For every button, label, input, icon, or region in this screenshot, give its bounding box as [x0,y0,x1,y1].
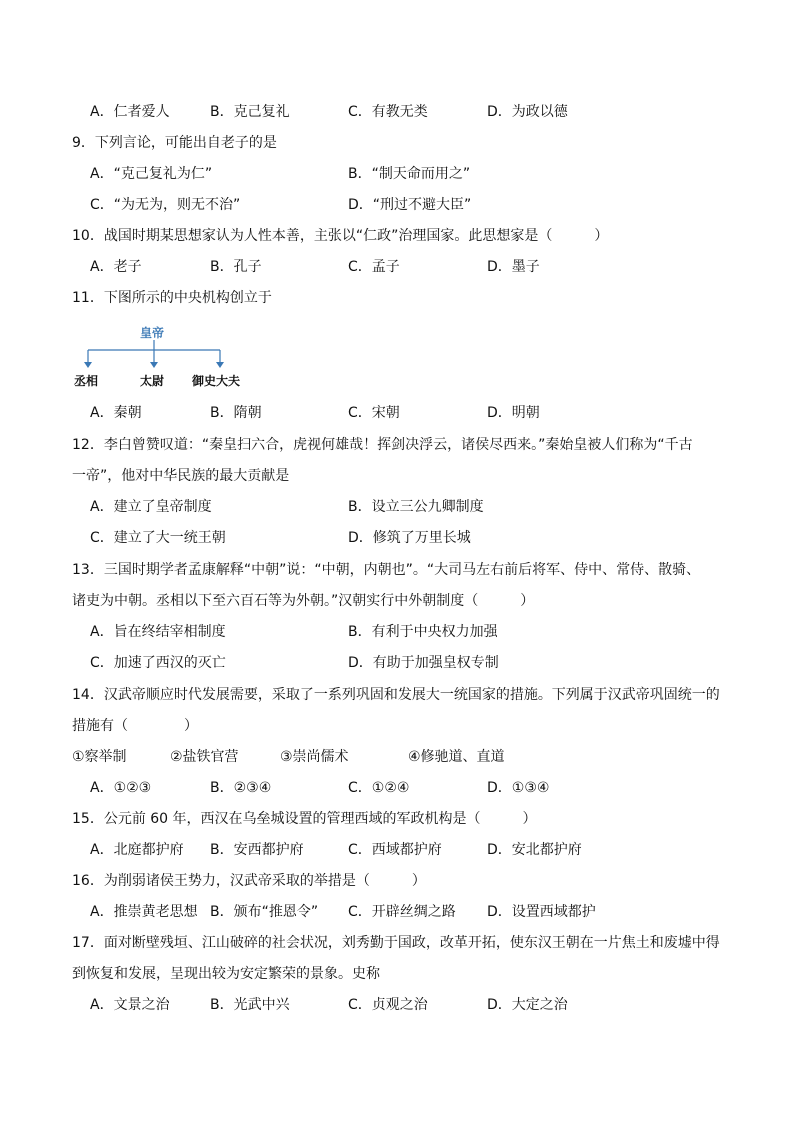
q14-option-a: A．①②③ [90,780,152,796]
q8-option-b: B．克己复礼 [210,104,290,120]
q8-option-d: D．为政以德 [487,104,568,120]
q13-option-d: D．有助于加强皇权专制 [348,655,499,671]
q15-option-b: B．安西都护府 [210,842,304,858]
q11-option-c: C．宋朝 [348,405,400,421]
diagram-emperor-label: 皇帝 [140,326,165,340]
q15-stem: 15．公元前 60 年，西汉在乌垒城设置的管理西域的军政机构是（ ） [72,811,537,827]
diagram-chancellor-label: 丞相 [74,374,99,388]
q15-option-c: C．西域都护府 [348,842,442,858]
q8-option-a: A．仁者爱人 [90,104,170,120]
q12-option-d: D．修筑了万里长城 [348,530,471,546]
q10-option-b: B．孔子 [210,259,262,275]
q14-option-d: D．①③④ [487,780,550,796]
q15-option-d: D．安北都护府 [487,842,582,858]
q14-stem-line2: 措施有（ ） [72,718,198,734]
q11-option-d: D．明朝 [487,405,540,421]
q12-option-a: A．建立了皇帝制度 [90,499,212,515]
q11-stem: 11．下图所示的中央机构创立于 [72,290,272,306]
q14-item-1: ①察举制 [72,749,127,765]
q13-option-c: C．加速了西汉的灭亡 [90,655,226,671]
diagram-taiwei-label: 太尉 [140,374,165,388]
q11-option-b: B．隋朝 [210,405,262,421]
q16-option-c: C．开辟丝绸之路 [348,904,456,920]
q9-option-d: D．“刑过不避大臣” [348,197,472,213]
q8-option-c: C．有教无类 [348,104,428,120]
q14-item-2: ②盐铁官营 [170,749,239,765]
q16-option-b: B．颁布“推恩令” [210,904,319,920]
q9-option-b: B．“制天命而用之” [348,166,471,182]
q13-option-a: A．旨在终结宰相制度 [90,624,226,640]
diagram-censor-label: 御史大夫 [192,374,241,388]
q12-option-b: B．设立三公九卿制度 [348,499,484,515]
q17-option-d: D．大定之治 [487,997,568,1013]
q10-stem: 10．战国时期某思想家认为人性本善，主张以“仁政”治理国家。此思想家是（ ） [72,228,609,244]
q14-item-3: ③崇尚儒术 [280,749,349,765]
q11-option-a: A．秦朝 [90,405,142,421]
q16-option-a: A．推崇黄老思想 [90,904,198,920]
q9-option-c: C．“为无为，则无不治” [90,197,241,213]
q9-option-a: A．“克己复礼为仁” [90,166,213,182]
q17-option-a: A．文景之治 [90,997,170,1013]
q10-option-c: C．孟子 [348,259,400,275]
q10-option-d: D．墨子 [487,259,540,275]
q17-stem-line2: 到恢复和发展，呈现出较为安定繁荣的景象。史称 [72,966,380,982]
q11-org-diagram [70,324,260,394]
q12-option-c: C．建立了大一统王朝 [90,530,226,546]
q15-option-a: A．北庭都护府 [90,842,184,858]
q13-stem-line2: 诸吏为中朝。丞相以下至六百石等为外朝。”汉朝实行中外朝制度（ ） [72,593,535,609]
q17-option-c: C．贞观之治 [348,997,428,1013]
q16-option-d: D．设置西域都护 [487,904,596,920]
q14-stem-line1: 14．汉武帝顺应时代发展需要，采取了一系列巩固和发展大一统国家的措施。下列属于汉武帝巩固统一的 [72,687,720,703]
q14-item-4: ④修驰道、直道 [408,749,505,765]
q16-stem: 16．为削弱诸侯王势力，汉武帝采取的举措是（ ） [72,873,426,889]
q12-stem-line1: 12．李白曾赞叹道：“秦皇扫六合，虎视何雄哉！挥剑决浮云，诸侯尽西来。”秦始皇被人们称为“千古 [72,437,693,453]
q14-option-b: B．②③④ [210,780,272,796]
q17-stem-line1: 17．面对断壁残垣、江山破碎的社会状况，刘秀勤于国政，改革开拓，使东汉王朝在一片焦土和废墟中得 [72,935,720,951]
q13-option-b: B．有利于中央权力加强 [348,624,498,640]
q12-stem-line2: 一帝”，他对中华民族的最大贡献是 [72,468,290,484]
q17-option-b: B．光武中兴 [210,997,290,1013]
q9-stem: 9．下列言论，可能出自老子的是 [72,135,277,151]
q10-option-a: A．老子 [90,259,142,275]
q14-option-c: C．①②④ [348,780,410,796]
q13-stem-line1: 13．三国时期学者孟康解释“中朝”说：“中朝，内朝也”。“大司马左右前后将军、侍中、常侍、散骑、 [72,562,701,578]
